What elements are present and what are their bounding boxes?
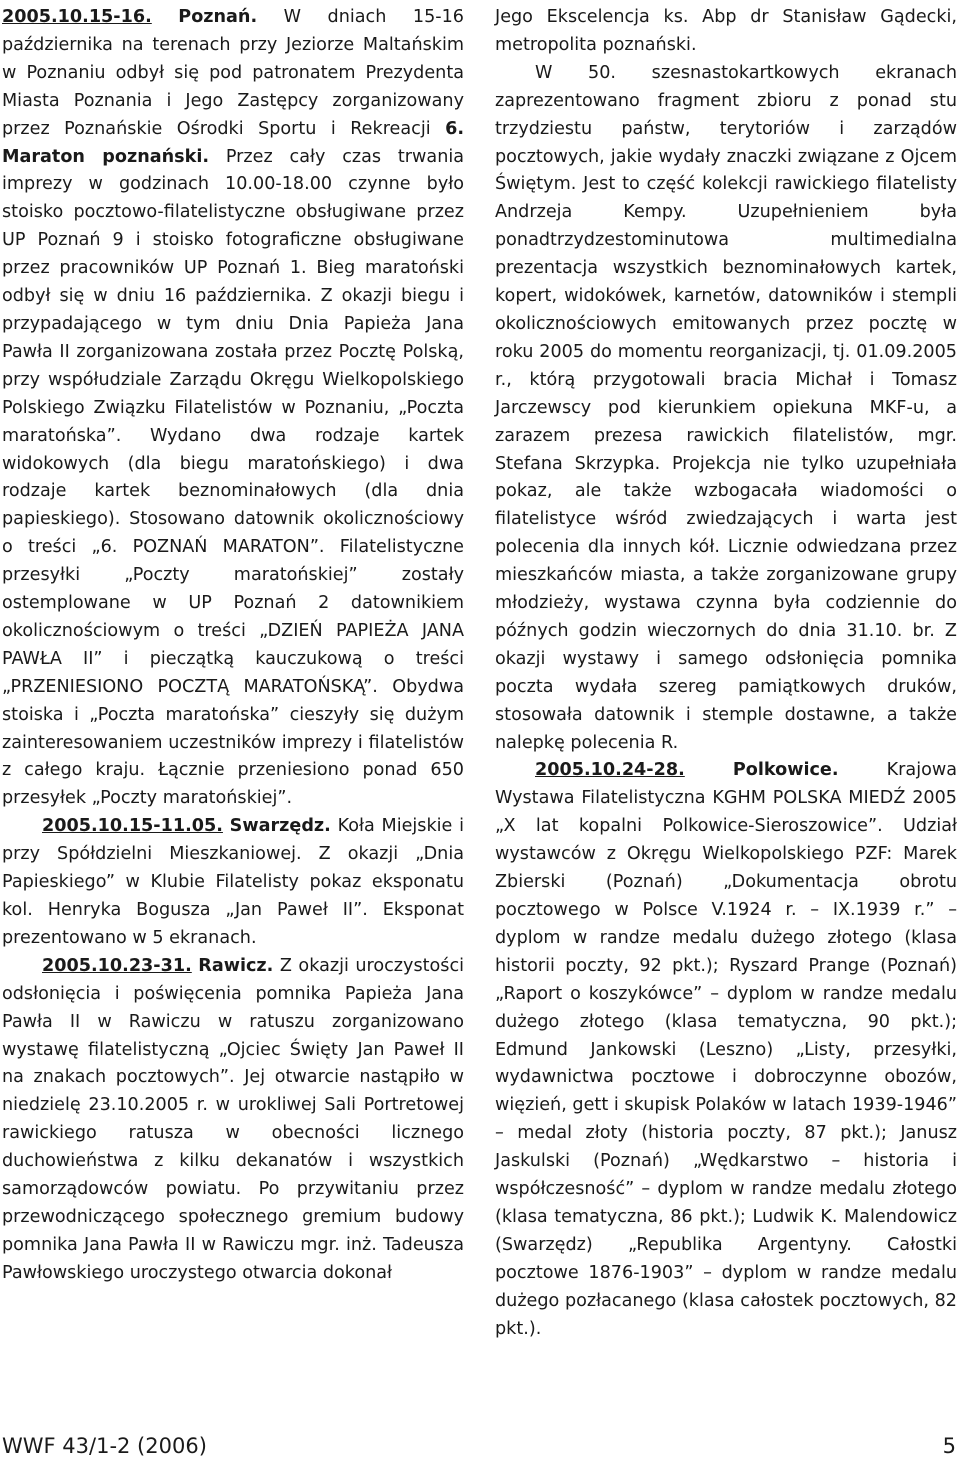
entry-event-title: 6. Maraton poznański. [2, 118, 465, 167]
article-rawicz-continued [495, 4, 957, 60]
entry-place: Swarzędz. [229, 816, 331, 837]
entry-place: Polkowice. [732, 760, 839, 781]
right-column [495, 4, 957, 1344]
page-footer [2, 1432, 956, 1460]
entry-place: Poznań. [178, 7, 258, 27]
article-maraton [2, 4, 464, 813]
article-rawicz-exhibition [495, 60, 957, 758]
entry-text: Krajowa Wystawa Filatelistyczna KGHM POLSKA MIEDŹ 2005 „X lat kopalni Polkowice-Sieroszowice”. Udział wystawców z Okręgu Wielkopolskiego PZF: Marek Zbierski (Poznań) „Dokumentacja obrotu pocztowego w Polsce V.1924 r. – IX.1939 r.” – dyplom w randze medalu dużego złotego (klasa historii poczty, 92 pkt.); Ryszard Prange (Poznań) „Raport o koszykówce” – dyplom w randze medalu dużego złotego (klasa tematyczna, 90 pkt.); Edmund Jankowski (Leszno) „Listy, przesyłki, wydawnictwa pocztowe i dobroczynne obozów, więzień, gett i skupisk Polaków w latach 1939-1946” – medal złoty (historia poczty, 87 pkt.); Janusz Jaskulski (Poznań) „Wędkarstwo – historia i współczesność” – dyplom w randze medalu złotego (klasa tematyczna, 86 pkt.); Ludwik K. Malendowicz (Swarzędz) „Republika Argentyny. Całostki pocztowe 1876-1903” – dyplom w randze medalu dużego pozłacanego (klasa całostek pocztowych, 82 pkt.). [495, 760, 958, 1339]
entry-text: Koła Miejskie i przy Spółdzielni Mieszkaniowej. Z okazji „Dnia Papieskiego” w Klubie Filatelisty pokaz eksponatu kol. Henryka Bogusza „Jan Paweł II”. Eksponat prezentowano w 5 ekranach. [2, 816, 464, 948]
entry-text: Przez cały czas trwania imprezy w godzinach 10.00-18.00 czynne było stoisko pocztowo-filatelistyczne obsługiwane przez UP Poznań 9 i stoisko fotograficzne obsługiwane przez pracowników UP Poznań 1. Bieg maratoński odbył się w dniu 16 października. Z okazji biegu i przypadającego w tym dniu Dnia Papieża Jana Pawła II zorganizowana została przez Pocztę Polską, przy współudziale Zarządu Okręgu Wielkopolskiego Polskiego Związku Filatelistów w Poznaniu, „Poczta maratońska”. Wydano dwa rodzaje kartek widokowych (dla biegu maratońskiego) i dwa rodzaje kartek beznominałowych (dla dnia papieskiego). Stosowano datownik okolicznościowy o treści „6. POZNAŃ MARATON”. Filatelistyczne przesyłki „Poczty maratońskiej” zostały ostemplowane w UP Poznań 2 datownikiem okolicznościowym o treści „DZIEŃ PAPIEŻA JANA PAWŁA II” i pieczątką kauczukową o treści „PRZENIESIONO POCZTĄ MARATOŃSKĄ”. Obydwa stoiska i „Poczta maratońska” cieszyły się dużym zainteresowaniem uczestników imprezy i filatelistów z całego kraju. Łącznie przeniesiono ponad 650 przesyłek „Poczty maratońskiej”. [2, 146, 465, 809]
page-number: 5 [942, 1434, 956, 1458]
entry-date: 2005.10.23-31. [42, 955, 192, 976]
article-polkowice [495, 757, 957, 1343]
entry-place: Rawicz. [198, 955, 274, 976]
entry-text: W dniach 15-16 października na terenach przy Jeziorze Maltańskim w Poznaniu odbył się pod patronatem Prezydenta Miasta Poznania i Jego Zastępcy zorganizowany przez Poznańskie Ośrodki Sportu i Rekreacji [2, 7, 465, 139]
entry-date: 2005.10.24-28. [535, 760, 685, 781]
left-column [2, 4, 464, 1288]
entry-text: Jego Ekscelencja ks. Abp dr Stanisław Gądecki, metropolita poznański. [495, 7, 957, 55]
entry-text: W 50. szesnastokartkowych ekranach zaprezentowano fragment zbioru z ponad stu trzydziestu państw, terytoriów i zarządów pocztowych, jakie wydały znaczki związane z Ojcem Świętym. Jest to część kolekcji rawickiego filatelisty Andrzeja Kempy. Uzupełnieniem była ponadtrzydzestominutowa multimedialna prezentacja wszystkich beznominałowych kartek, kopert, widokówek, karnetów, datowników i stempli okolicznościowych emitowanych przez pocztę w roku 2005 do momentu reorganizacji, tj. 01.09.2005 r., którą przygotowali bracia Michał i Tomasz Jarczewscy pod kierunkiem opiekuna MKF-u, a zarazem prezesa rawickich filatelistów, mgr. Stefana Skrzypka. Projekcja nie tylko uzupełniała pokaz, ale także wzbogacała wiadomości o filatelistyce wśród zwiedzających i warta jest polecenia dla innych kół. Licznie odwiedzana przez mieszkańców miasta, a także zorganizowane grupy młodzieży, wystawa czynna była codziennie do późnych godzin wieczornych do dnia 31.10. br. Z okazji wystawy i samego odsłonięcia pomnika poczta wydała szereg pamiątkowych druków, stosowała datownik i stemple dostawne, a także nalepkę polecenia R. [495, 62, 957, 753]
entry-date: 2005.10.15-16. [2, 7, 152, 27]
article-rawicz [2, 953, 464, 1288]
journal-reference: WWF 43/1-2 (2006) [2, 1434, 207, 1458]
entry-text: Z okazji uroczystości odsłonięcia i poświęcenia pomnika Papieża Jana Pawła II w Rawiczu w ratuszu zorganizowano wystawę filatelistyczną „Ojciec Święty Jan Paweł II na znakach pocztowych”. Jej otwarcie nastąpiło w niedzielę 23.10.2005 r. w urokliwej Sali Portretowej rawickiego ratusza w obecności licznego duchowieństwa z kilku dekanatów i wszystkich samorządowców powiatu. Po przywitaniu przez przewodniczącego społecznego gremium budowy pomnika Jana Pawła II w Rawiczu mgr. inż. Tadeusza Pawłowskiego uroczystego otwarcia dokonał [2, 955, 465, 1283]
entry-date: 2005.10.15-11.05. [42, 816, 223, 837]
article-swarzedz [2, 813, 464, 953]
